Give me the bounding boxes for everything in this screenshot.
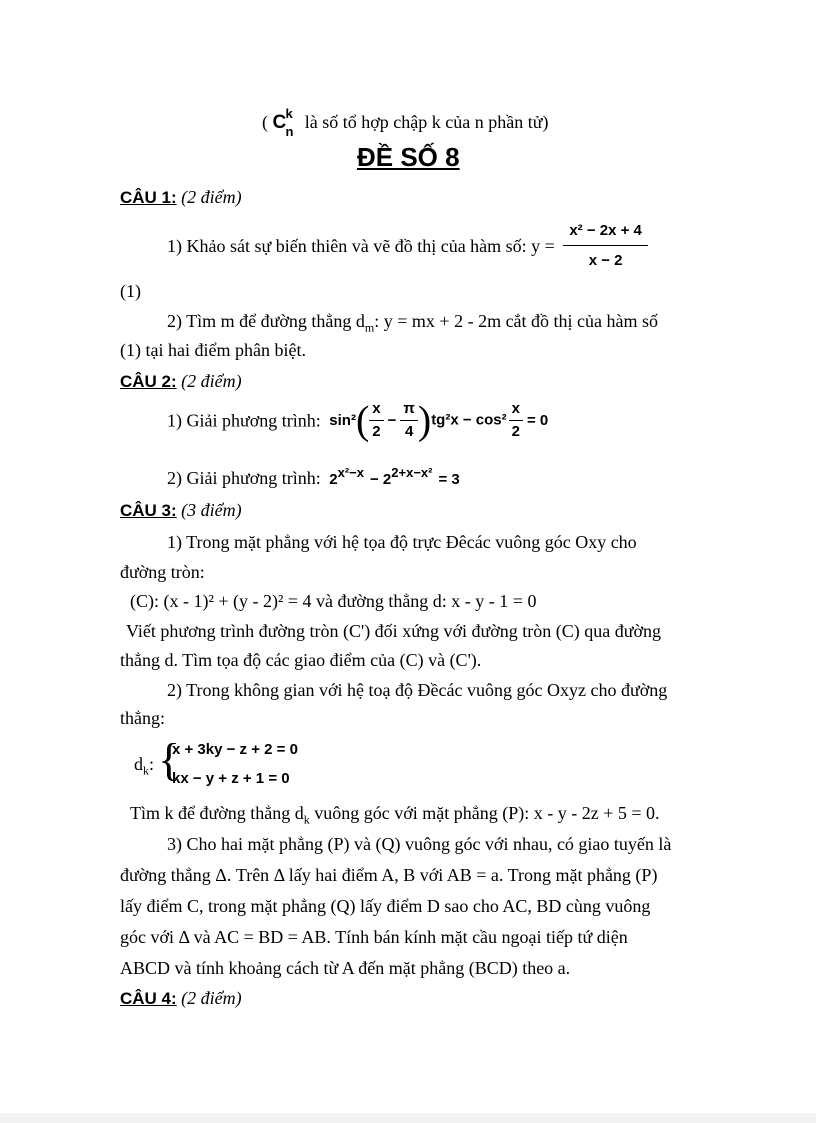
cau2-heading [120, 370, 242, 393]
cau2-label: CÂU 2: [120, 372, 177, 391]
combination-c: C [272, 112, 287, 133]
cau2-q1-end: = 0 [526, 411, 549, 429]
cau1-q2-line2: (1) tại hai điểm phân biệt. [120, 340, 306, 360]
system-eq2: kx − y + z + 1 = 0 [172, 770, 290, 787]
cau2-q1-frac1-den: 2 [372, 423, 381, 440]
cau3-p2-line3-b: vuông góc với mặt phẳng (P): x - y - 2z + 5 = 0. [309, 803, 660, 823]
cau1-q1-denominator: x − 2 [588, 252, 623, 269]
system-brace: { [158, 734, 181, 785]
cau1-q1-numerator: x² − 2x + 4 [563, 220, 648, 246]
cau1-q1-fraction [563, 220, 648, 272]
cau3-p1-line2: đường tròn: [120, 562, 205, 582]
cau3-heading [120, 499, 242, 522]
cau2-q2-minus: − 2 [370, 471, 392, 488]
cau2-q1-text: 1) Giải phương trình: [167, 410, 321, 431]
cau2-q2-end: = 3 [438, 471, 460, 488]
cau2-q2-base1: 2 [329, 471, 338, 488]
cau3-p3-line1: 3) Cho hai mặt phẳng (P) và (Q) vuông góc với nhau, có giao tuyến là [167, 834, 672, 854]
cau2-q1-tail: tg²x − cos² [431, 411, 507, 429]
cau1-q2-text-b: : y = mx + 2 - 2m cắt đồ thị của hàm số [374, 311, 659, 331]
system-eq1: x + 3ky − z + 2 = 0 [172, 741, 298, 758]
cau1-q2-sub: m [364, 320, 375, 335]
cau3-p2-line3 [130, 802, 660, 831]
cau2-q1-lparen: ( [355, 397, 370, 443]
cau3-p1-line3: (C): (x - 1)² + (y - 2)² = 4 và đường thẳng d: x - y - 1 = 0 [130, 591, 537, 611]
dk-d: d [134, 754, 143, 774]
page-title: ĐỀ SỐ 8 [357, 142, 460, 172]
cau1-q2-line1 [167, 310, 658, 339]
combination-k: k [285, 106, 293, 121]
cau3-p3-line3: lấy điểm C, trong mặt phẳng (Q) lấy điểm D sao cho AC, BD cùng vuông [120, 896, 651, 916]
cau3-label: CÂU 3: [120, 501, 177, 520]
cau2-q1-frac2 [400, 398, 417, 443]
cau2-q1 [167, 398, 548, 443]
combination-note [262, 106, 549, 139]
cau4-points: (2 điểm) [181, 988, 242, 1008]
cau2-q1-frac3-den: 2 [511, 423, 520, 440]
open-paren: ( [262, 112, 268, 132]
cau2-q1-frac3-num: x [509, 398, 523, 421]
cau2-q2 [167, 462, 460, 491]
cau1-q2-text-a: 2) Tìm m để đường thẳng d [167, 311, 365, 331]
cau3-p1-line1: 1) Trong mặt phẳng với hệ tọa độ trực Đêcác vuông góc Oxy cho [167, 532, 637, 552]
cau1-heading [120, 186, 242, 209]
cau3-p1-line4: Viết phương trình đường tròn (C') đối xứng với đường tròn (C) qua đường [126, 621, 661, 641]
cau2-q1-frac3 [509, 398, 523, 443]
cau3-p3-line2: đường thẳng Δ. Trên Δ lấy hai điểm A, B với AB = a. Trong mặt phẳng (P) [120, 865, 658, 885]
cau4-heading [120, 987, 242, 1010]
cau3-p2-line2: thẳng: [120, 708, 165, 728]
cau2-q1-frac1-num: x [369, 398, 383, 421]
page-bottom-edge [0, 1113, 816, 1123]
cau2-q1-frac1 [369, 398, 383, 443]
dk-label [134, 753, 154, 782]
cau3-p2-line3-a: Tìm k để đường thẳng d [130, 803, 304, 823]
cau1-q1-tag: (1) [120, 281, 141, 301]
combination-note-text: là số tổ hợp chập k của n phần tử) [304, 112, 549, 132]
cau2-q1-minus: − [387, 411, 397, 429]
cau2-q2-text: 2) Giải phương trình: [167, 468, 321, 488]
cau1-points: (2 điểm) [181, 187, 242, 207]
dk-colon: : [149, 754, 155, 774]
cau2-q2-exp2: 2+x−x² [391, 465, 433, 480]
combination-symbol [272, 106, 294, 139]
cau3-p2-line1: 2) Trong không gian với hệ toạ độ Đềcác vuông góc Oxyz cho đường [167, 680, 668, 700]
cau4-label: CÂU 4: [120, 989, 177, 1008]
cau3-p3-line4: góc với Δ và AC = BD = AB. Tính bán kính mặt cầu ngoại tiếp tứ diện [120, 927, 628, 947]
cau1-q1 [167, 220, 648, 272]
cau2-q1-rparen: ) [417, 397, 432, 443]
cau3-p1-line5: thẳng d. Tìm tọa độ các giao điểm của (C) và (C'). [120, 650, 482, 670]
combination-n: n [285, 124, 294, 139]
cau3-points: (3 điểm) [181, 500, 242, 520]
cau2-q1-sin: sin² [329, 411, 356, 429]
cau2-q2-exp1: x²−x [337, 465, 364, 480]
dk-sub: k [143, 763, 149, 778]
cau2-q1-frac2-num: π [400, 398, 417, 421]
cau1-label: CÂU 1: [120, 188, 177, 207]
cau2-q1-frac2-den: 4 [404, 423, 414, 440]
cau1-q1-text: 1) Khảo sát sự biến thiên và vẽ đồ thị của hàm số: y = [167, 236, 555, 256]
cau3-p2-line3-sub: k [303, 812, 310, 827]
cau3-p3-line5: ABCD và tính khoảng cách từ A đến mặt phẳng (BCD) theo a. [120, 958, 571, 978]
cau2-points: (2 điểm) [181, 371, 242, 391]
